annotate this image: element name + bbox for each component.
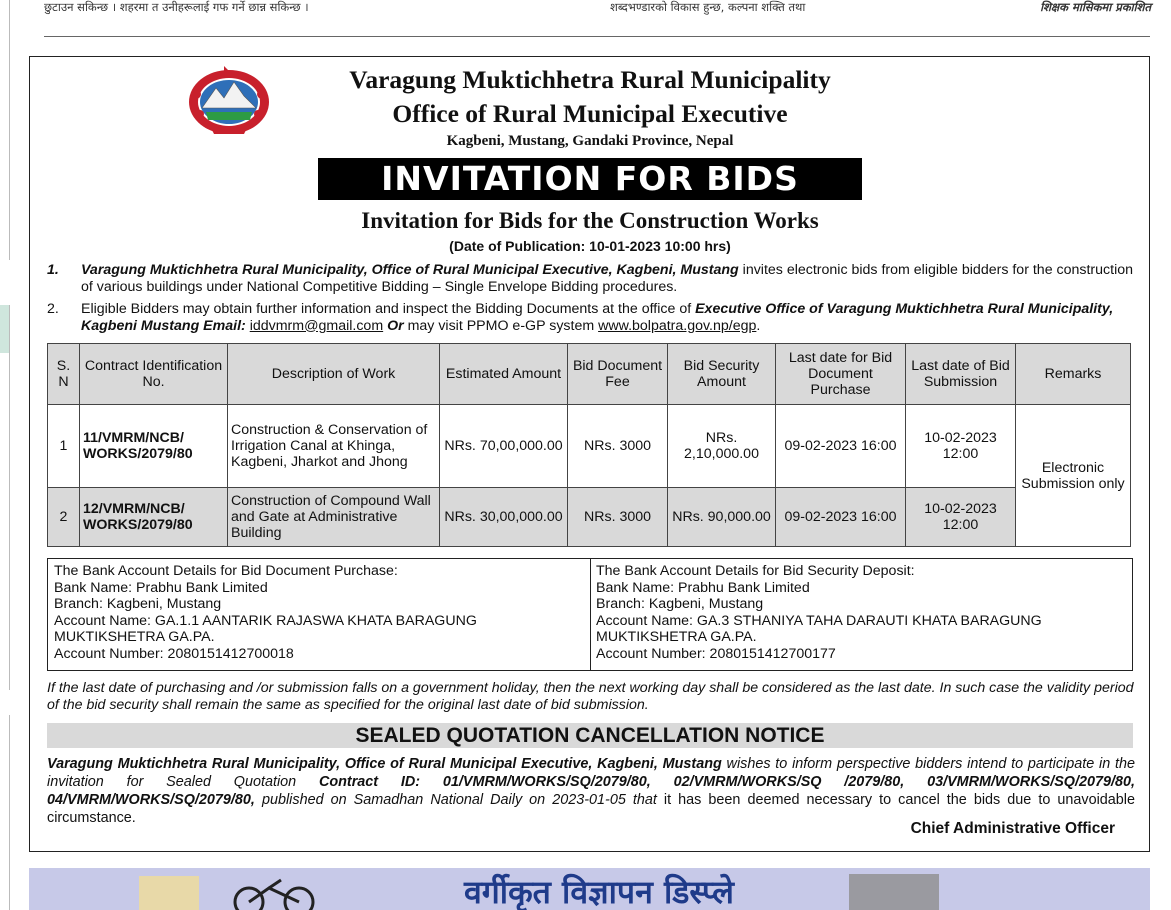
para2-or: Or [383,317,408,334]
bank-line: Bank Name: Prabhu Bank Limited [596,579,810,596]
header-remarks: Remarks [1016,344,1131,405]
bank-details-purchase [54,563,477,662]
cell-description: Construction of Compound Wall and Gate at Administrative Building [228,488,440,547]
cell-sn: 2 [48,488,80,547]
cell-amount: NRs. 30,00,000.00 [440,488,568,547]
email-link[interactable]: iddvmrm@gmail.com [249,317,384,334]
nepal-emblem-icon [184,64,274,138]
publication-date: (Date of Publication: 10-01-2023 10:00 hrs) [449,238,731,254]
cancellation-text [47,755,1135,827]
bids-table [47,343,1131,547]
header-amount: Estimated Amount [440,344,568,405]
building-icon [139,876,199,910]
address: Kagbeni, Mustang, Gandaki Province, Nepal [446,133,734,149]
egp-link[interactable]: www.bolpatra.gov.np/egp [598,317,757,334]
subtitle: Invitation for Bids for the Construction Works [361,208,819,233]
cancellation-text3: it has been deemed necessary to cancel the bids due to unavoidable circumstance. [47,792,1135,826]
bank-line: The Bank Account Details for Bid Security Deposit: [596,563,915,579]
column-divider [9,305,10,690]
header-fee: Bid Document Fee [568,344,668,405]
bank-line: Account Number: 2080151412700018 [54,645,294,662]
header-submission-date: Last date of Bid Submission [906,344,1016,405]
classified-ad-banner [29,868,1150,910]
bank-line: Bank Name: Prabhu Bank Limited [54,579,268,596]
cell-contract: 11/VMRM/NCB/ WORKS/2079/80 [80,405,228,488]
holiday-note: If the last date of purchasing and /or submission falls on a government holiday, then the next working day shall be considered as the last date. In such case the validity period of the bid security shall remain the same as specified for the original last date of bid submission. [47,680,1134,713]
cell-remarks: Electronic Submission only [1016,405,1131,547]
invitation-banner: INVITATION FOR BIDS [318,158,862,200]
header-contract: Contract Identification No. [80,344,228,405]
header-purchase-date: Last date for Bid Document Purchase [776,344,906,405]
column-divider [9,715,10,910]
column-accent [0,305,9,353]
bank-divider [590,559,591,670]
cell-security: NRs. 2,10,000.00 [668,405,776,488]
cell-submission-date: 10-02-2023 12:00 [906,405,1016,488]
classified-banner-text: वर्गीकृत विज्ञापन डिस्प्ले [464,873,734,910]
para2-end: . [756,317,761,334]
para1-text: invites electronic bids from eligible bidders for the construction of various buildings under National Competitive Bidding – Single Envelope Bidding procedures. [81,262,1134,295]
cell-amount: NRs. 70,00,000.00 [440,405,568,488]
para2-text2: may visit PPMO e-GP system [407,317,599,334]
para1 [81,262,1135,295]
header-description: Description of Work [228,344,440,405]
signature: Chief Administrative Officer [910,820,1115,837]
bank-details-security [596,563,1042,662]
cell-fee: NRs. 3000 [568,488,668,547]
machinery-icon [849,874,939,910]
office-name: Office of Rural Municipal Executive [392,99,788,128]
cell-sn: 1 [48,405,80,488]
page-header-middle: शब्दभण्डारको विकास हुन्छ, कल्पना शक्ति तथा [610,0,806,14]
cancellation-bold1: Varagung Muktichhetra Rural Municipality, Office of Rural Municipal Executive, Kagbeni, Mustang [47,756,722,772]
page-header-left: छुटाउन सकिन्छ । शहरमा त उनीहरूलाई गफ गर्ने छान्न सकिन्छ । [44,0,309,14]
cancellation-text1: wishes to inform perspective bidders intend to participate in the invitation for Sealed Quotation [47,756,1135,790]
bank-line: MUKTIKSHETRA GA.PA. [596,629,757,645]
para2 [81,301,1135,334]
bank-details-box [47,558,1133,671]
header-rule [44,36,1150,37]
cancellation-text2: published on Samadhan National Daily on 2023-01-05 that [254,792,657,808]
table-row [48,405,1131,488]
bank-line: MUKTIKSHETRA GA.PA. [54,629,215,645]
para1-number: 1. [47,262,59,278]
column-divider [9,0,10,260]
bank-line: Branch: Kagbeni, Mustang [54,596,222,612]
para2-bold: Executive Office of Varagung Muktichhetra Rural Municipality, Kagbeni Mustang Email: [81,301,1114,334]
cancellation-title: SEALED QUOTATION CANCELLATION NOTICE [47,723,1133,748]
header-sn: S. N [48,344,80,405]
table-row [48,488,1131,547]
para2-number: 2. [47,301,59,317]
bank-line: Account Name: GA.3 STHANIYA TAHA DARAUTI KHATA BARAGUNG [596,612,1042,629]
bank-line: Branch: Kagbeni, Mustang [596,596,764,612]
bank-line: The Bank Account Details for Bid Document Purchase: [54,563,398,579]
page-header-right: शिक्षक मासिकमा प्रकाशित [1040,0,1151,14]
cell-purchase-date: 09-02-2023 16:00 [776,405,906,488]
bank-line: Account Name: GA.1.1 AANTARIK RAJASWA KHATA BARAGUNG [54,612,477,629]
header-security: Bid Security Amount [668,344,776,405]
table-header-row [48,344,1131,405]
bicycle-icon [229,870,319,910]
para2-text1: Eligible Bidders may obtain further information and inspect the Bidding Documents at the office of [81,301,696,317]
cell-description: Construction & Conservation of Irrigation Canal at Khinga, Kagbeni, Jharkot and Jhong [228,405,440,488]
cell-contract: 12/VMRM/NCB/ WORKS/2079/80 [80,488,228,547]
cell-submission-date: 10-02-2023 12:00 [906,488,1016,547]
bank-line: Account Number: 2080151412700177 [596,645,836,662]
cell-fee: NRs. 3000 [568,405,668,488]
org-name: Varagung Muktichhetra Rural Municipality [349,65,831,94]
cell-purchase-date: 09-02-2023 16:00 [776,488,906,547]
para1-bold: Varagung Muktichhetra Rural Municipality, Office of Rural Municipal Executive, Kagbeni, Mustang [81,262,739,278]
cancellation-bold2: Contract ID: 01/VMRM/WORKS/SQ/2079/80, 02/VMRM/WORKS/SQ /2079/80, 03/VMRM/WORKS/SQ/2079/80, 04/VMRM/WORKS/SQ/2079/80, [47,774,1135,808]
cell-security: NRs. 90,000.00 [668,488,776,547]
